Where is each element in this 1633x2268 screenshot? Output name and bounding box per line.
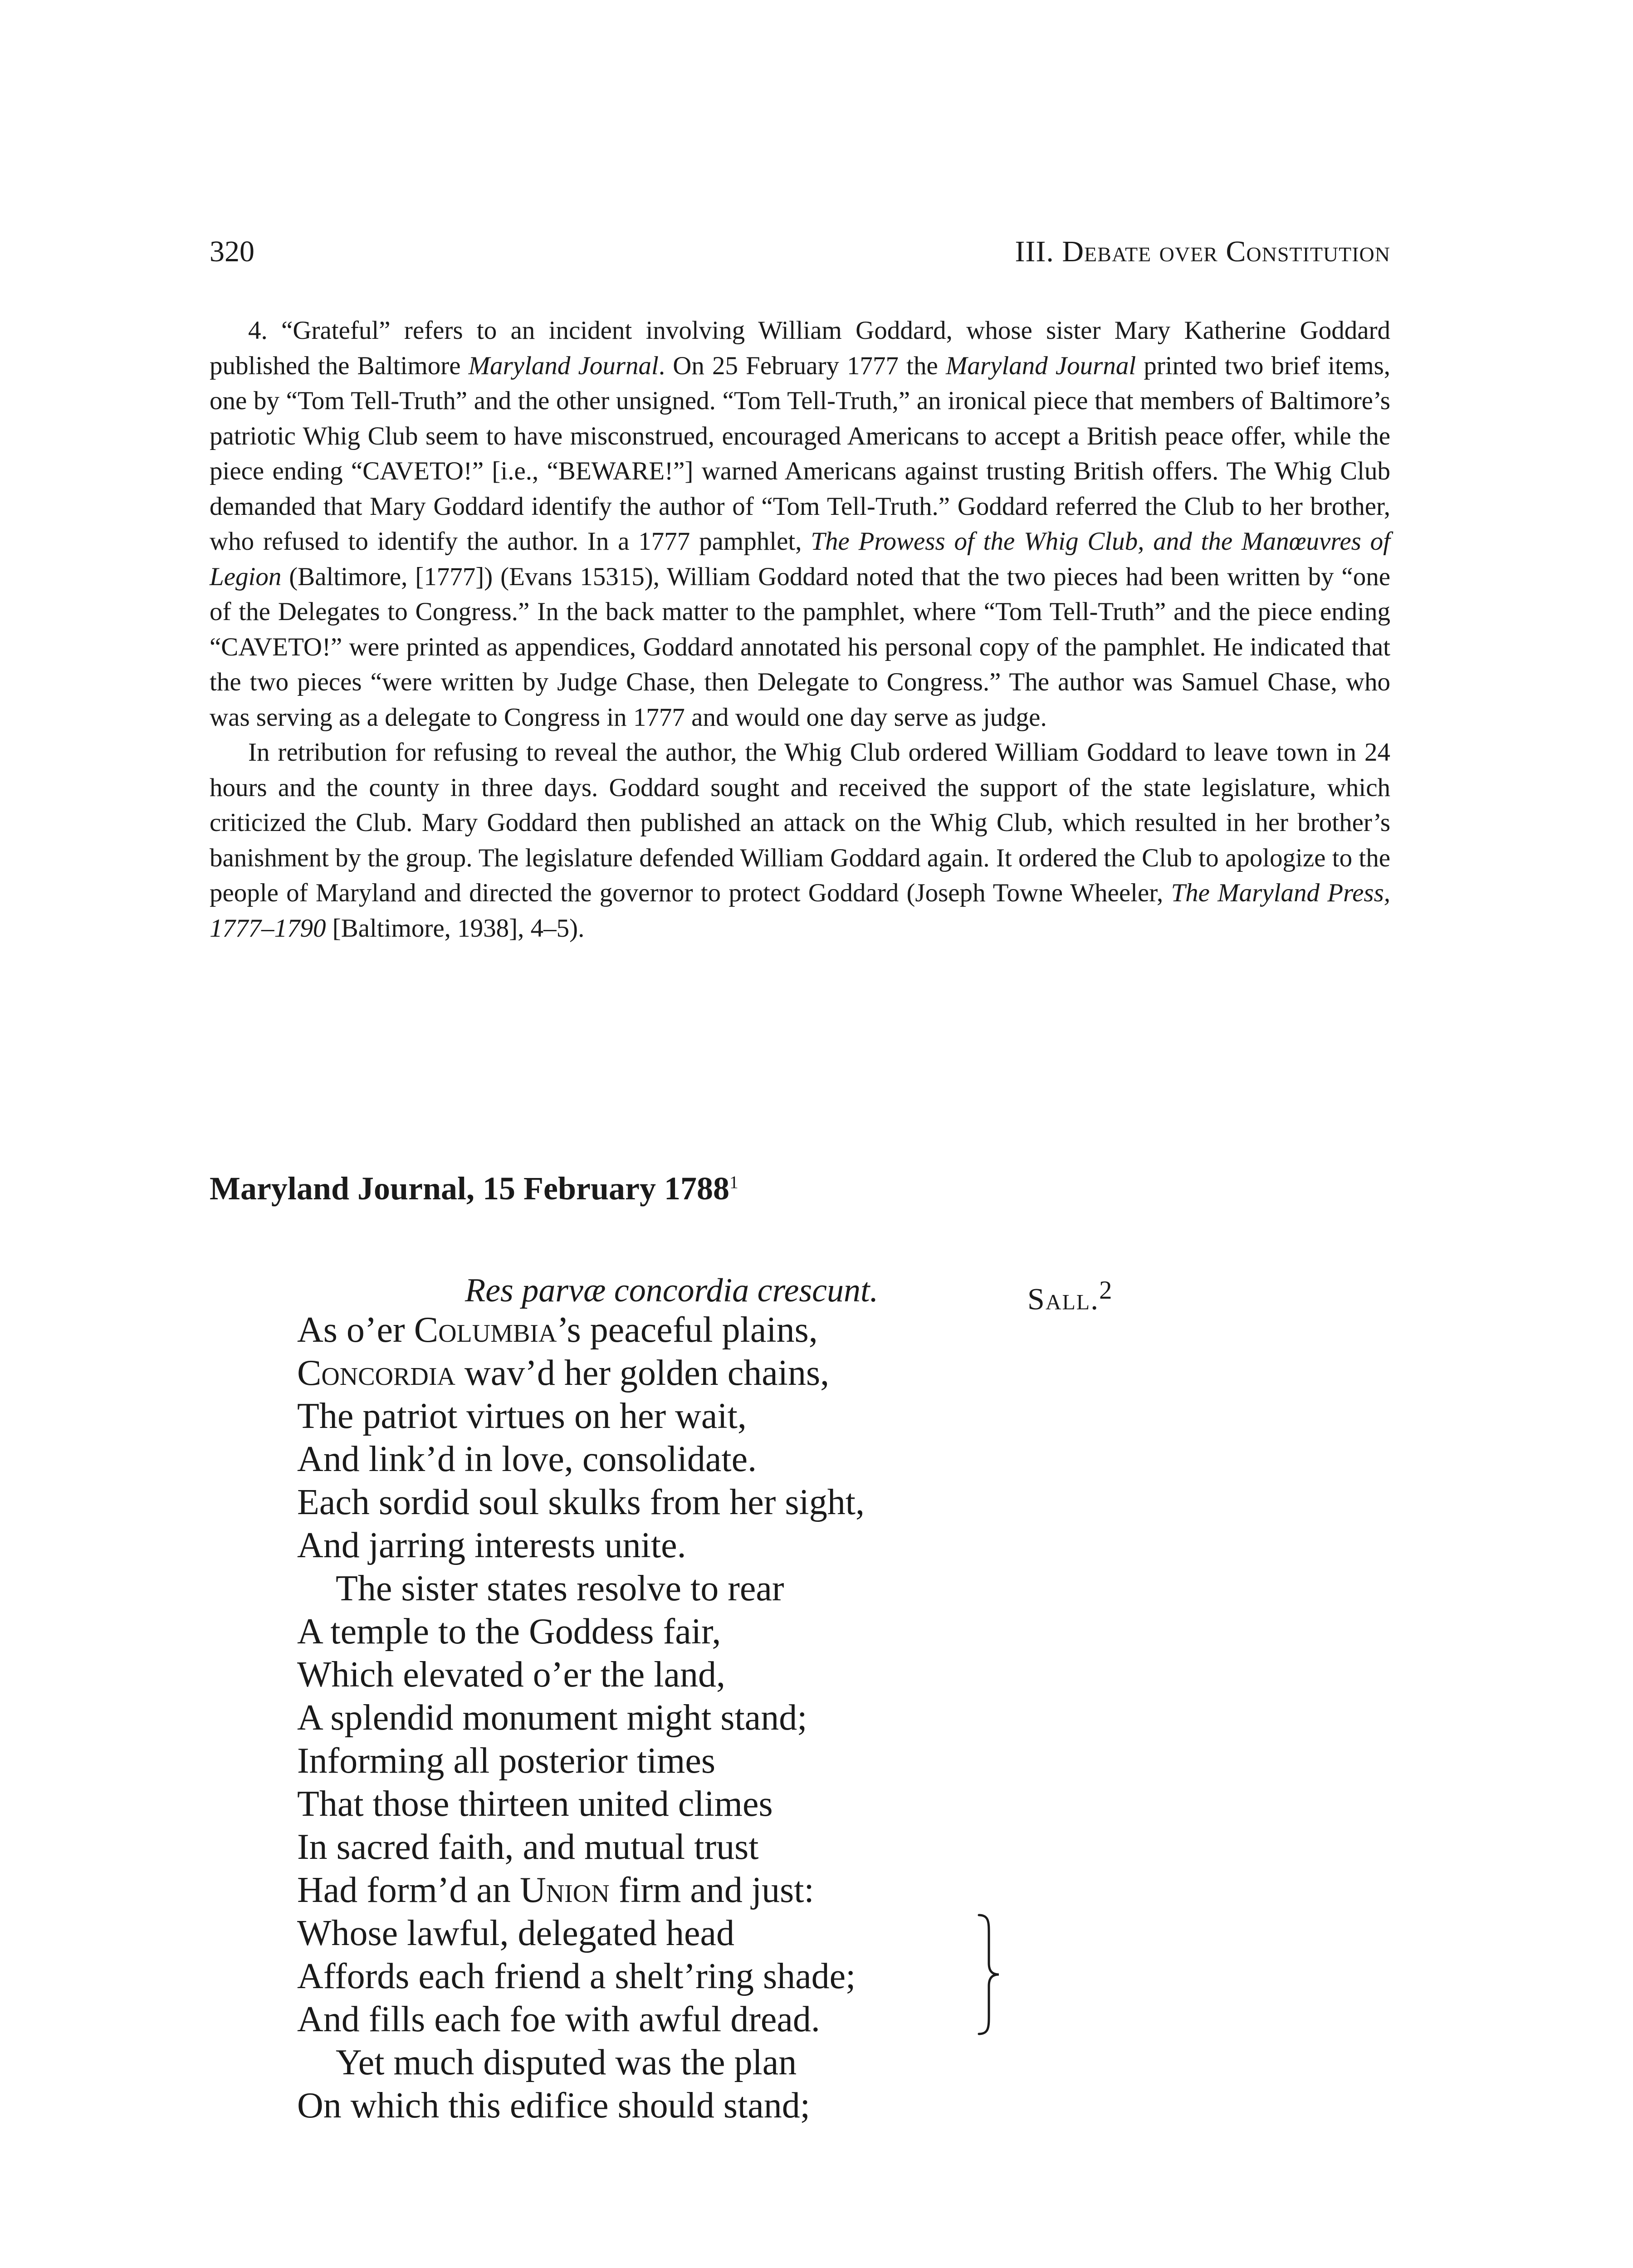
- poem-line: In sacred faith, and mutual trust: [297, 1827, 759, 1867]
- poem-line: A splendid monument might stand;: [297, 1698, 807, 1738]
- poem-line: On which this edifice should stand;: [297, 2086, 810, 2126]
- epigraph-author: Sall.: [1027, 1281, 1100, 1316]
- article-heading: [210, 1166, 1389, 1211]
- poem-line: That those thirteen united climes: [297, 1784, 773, 1824]
- note-paragraph: 4. “Grateful” refers to an incident involving William Goddard, whose sister Mary Katherine Goddard published the Baltimore Maryland Journal. On 25 February 1777 the Maryland Journal printed two brief items, one by “Tom Tell-Truth” and the other unsigned. “Tom Tell-Truth,” an ironical piece that members of Baltimore’s patriotic Whig Club seem to have misconstrued, encouraged Americans to accept a British peace offer, while the piece ending “CAVETO!” [i.e., “BEWARE!”] warned Americans against trusting British offers. The Whig Club demanded that Mary Goddard identify the author of “Tom Tell-Truth.” Goddard referred the Club to her brother, who refused to identify the author. In a 1777 pamphlet, The Prowess of the Whig Club, and the Manœuvres of Legion (Baltimore, [1777]) (Evans 15315), William Goddard noted that the two pieces had been written by “one of the Delegates to Congress.” In the back matter to the pamphlet, where “Tom Tell-Truth” and the piece ending “CAVETO!” were printed as appendices, Goddard annotated his personal copy of the pamphlet. He indicated that the two pieces “were written by Judge Chase, then Delegate to Congress.” The author was Samuel Chase, who was serving as a delegate to Congress in 1777 and would one day serve as judge.: [210, 316, 1391, 732]
- poem-line: Affords each friend a shelt’ring shade;: [297, 1956, 856, 1996]
- page-number: 320: [210, 235, 254, 268]
- poem-line: Informing all posterior times: [297, 1741, 716, 1781]
- poem: [297, 1309, 1023, 2127]
- poem-line: A temple to the Goddess fair,: [297, 1612, 721, 1652]
- poem-line: The sister states resolve to rear: [336, 1569, 784, 1608]
- article-title: Maryland Journal, 15 February 1788: [210, 1170, 729, 1207]
- title-footnote-marker: 1: [729, 1172, 738, 1192]
- poem-line: Whose lawful, delegated head: [297, 1913, 735, 1953]
- section-title: III. Debate over Constitution: [1015, 235, 1390, 268]
- editorial-notes: [210, 313, 1390, 946]
- running-head: [210, 229, 1390, 274]
- poem-line: Each sordid soul skulks from her sight,: [297, 1482, 865, 1522]
- triplet-brace: [975, 1913, 1002, 2036]
- epigraph-source: [1027, 1268, 1113, 1322]
- note-paragraph: In retribution for refusing to reveal the author, the Whig Club ordered William Goddard to leave town in 24 hours and the county in three days. Goddard sought and received the support of the state legislature, which criticized the Club. Mary Goddard then published an attack on the Whig Club, which resulted in her brother’s banishment by the group. The legislature defended William Goddard again. It ordered the Club to apologize to the people of Maryland and directed the governor to protect Goddard (Joseph Towne Wheeler, The Maryland Press, 1777–1790 [Baltimore, 1938], 4–5).: [210, 738, 1390, 943]
- poem-line: Had form’d an Union firm and just:: [297, 1870, 814, 1910]
- epigraph: Res parvæ concordia crescunt.: [465, 1272, 879, 1309]
- poem-line: As o’er Columbia’s peaceful plains,: [297, 1310, 818, 1350]
- poem-line: Yet much disputed was the plan: [336, 2043, 797, 2082]
- poem-line: And jarring interests unite.: [297, 1525, 686, 1565]
- poem-line: The patriot virtues on her wait,: [297, 1396, 747, 1436]
- poem-line: Concordia wav’d her golden chains,: [297, 1353, 830, 1393]
- poem-line: And fills each foe with awful dread.: [297, 1999, 820, 2039]
- epigraph-footnote-marker: 2: [1099, 1276, 1113, 1305]
- poem-line: Which elevated o’er the land,: [297, 1655, 725, 1695]
- poem-line: And link’d in love, consolidate.: [297, 1439, 757, 1479]
